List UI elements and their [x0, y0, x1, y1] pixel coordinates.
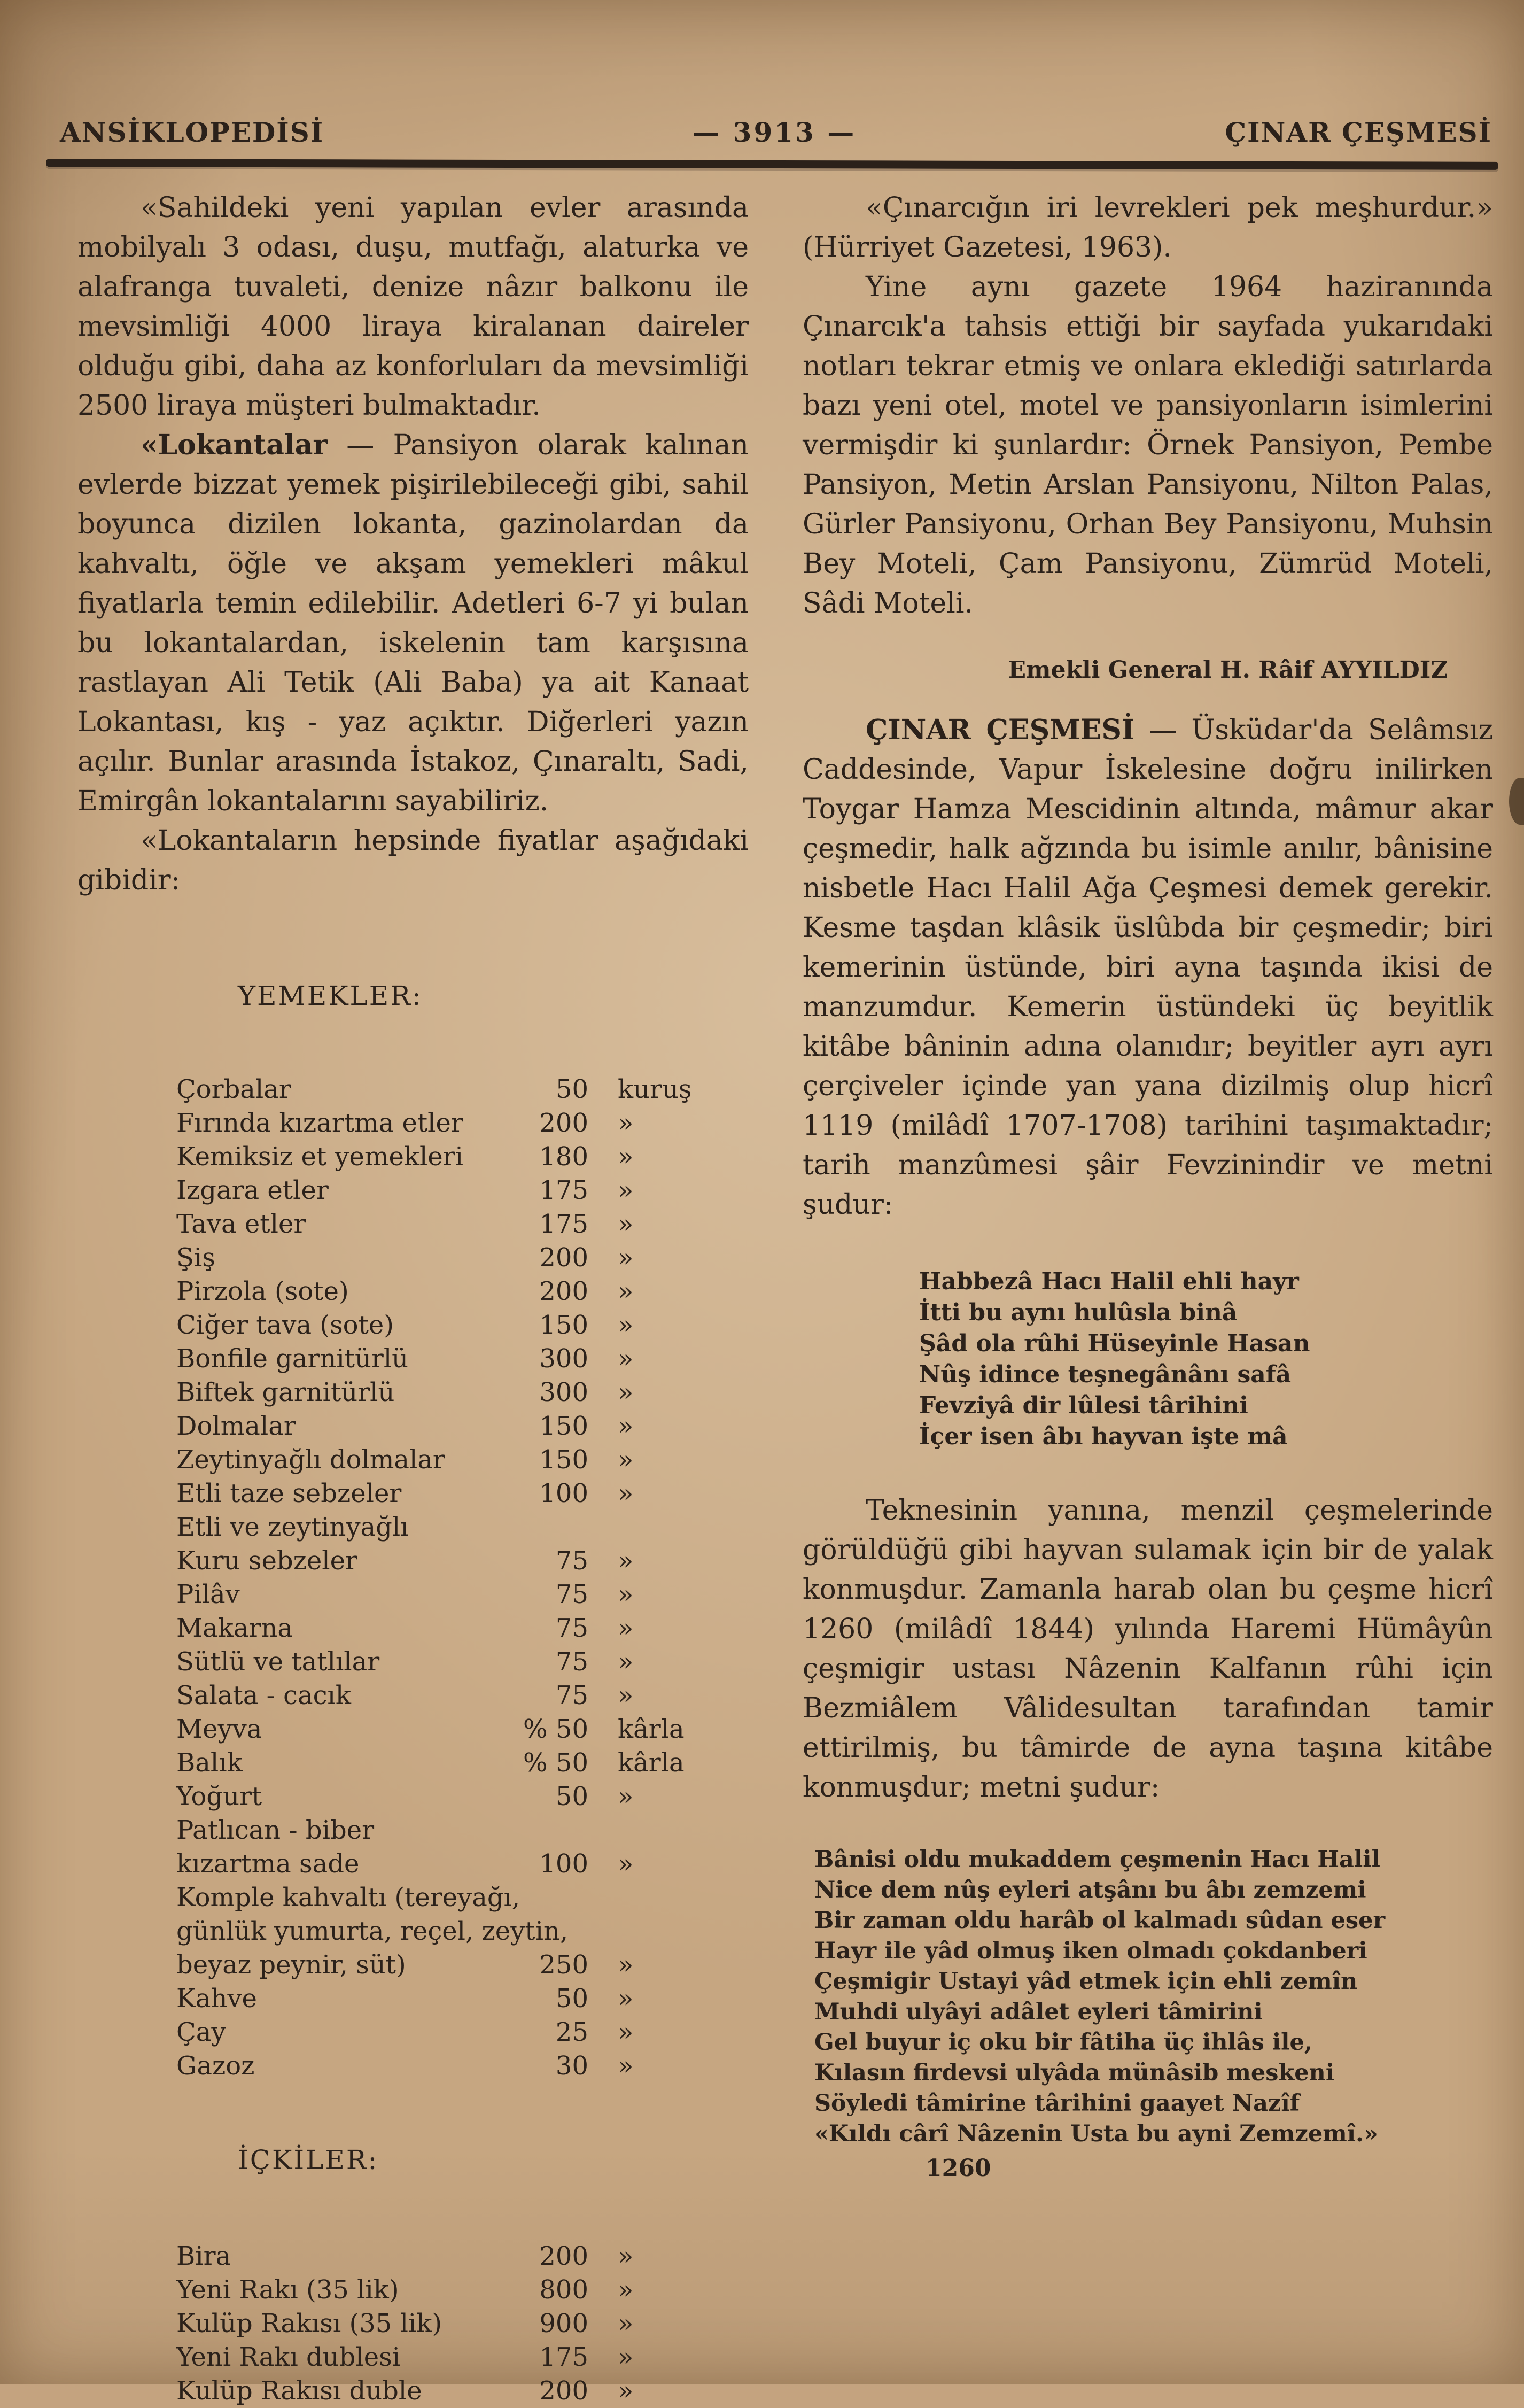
menu-item-name: Etli ve zeytinyağlı: [176, 1512, 409, 1542]
poem-line: Şâd ola rûhi Hüseyinle Hasan: [919, 1330, 1310, 1357]
menu-item-unit: »: [618, 1411, 634, 1441]
price-list-row: [77, 1207, 749, 1241]
poem-line: Kılasın firdevsi ulyâda münâsib meskeni: [814, 2059, 1335, 2086]
menu-item-name: Salata - cacık: [176, 1681, 351, 1710]
right-column: [803, 188, 1493, 2182]
menu-item-name: Kuru sebzeler: [176, 1546, 357, 1576]
menu-item-unit: »: [618, 1782, 634, 1811]
menu-item-unit: »: [618, 1579, 634, 1609]
menu-item-unit: »: [618, 1108, 634, 1138]
menu-item-price: 800: [539, 2275, 588, 2305]
menu-item-price: 150: [539, 1310, 588, 1340]
menu-item-unit: »: [618, 1175, 634, 1205]
menu-item-name: Çay: [176, 2017, 226, 2047]
menu-item-name: Yeni Rakı (35 lik): [176, 2275, 399, 2305]
menu-item-price: 200: [539, 1108, 588, 1138]
poem-line: Muhdi ulyâyi adâlet eyleri tâmirini: [814, 1999, 1263, 2025]
price-list-row: [77, 1410, 749, 1443]
poem-line: Hayr ile yâd olmuş iken olmadı çokdanberi: [814, 1938, 1367, 1964]
menu-item-unit: »: [618, 1344, 634, 1374]
menu-item-name: beyaz peynir, süt): [176, 1950, 406, 1980]
menu-item-unit: kârla: [618, 1748, 685, 1778]
menu-item-name: Pirzola (sote): [176, 1276, 349, 1306]
price-list-row: [77, 1713, 749, 1746]
menu-item-name: Balık: [176, 1748, 243, 1778]
menu-item-name: Izgara etler: [176, 1175, 329, 1205]
price-list-row: [77, 1308, 749, 1342]
menu-item-price: 900: [539, 2309, 588, 2339]
menu-item-unit: »: [618, 1276, 634, 1306]
drinks-section-heading: İÇKİLER:: [238, 2144, 379, 2175]
price-list-row: [77, 1241, 749, 1275]
price-list-row: [77, 1443, 749, 1477]
menu-item-price: 75: [555, 1546, 588, 1576]
menu-item-name: günlük yumurta, reçel, zeytin,: [176, 1916, 569, 1946]
menu-item-unit: »: [618, 1849, 634, 1879]
menu-item-name: Etli taze sebzeler: [176, 1478, 402, 1508]
poem-line: Bânisi oldu mukaddem çeşmenin Hacı Halil: [814, 1846, 1380, 1873]
menu-item-price: 300: [539, 1377, 588, 1407]
menu-item-unit: »: [618, 1647, 634, 1677]
poem-line: İtti bu aynı hulûsla binâ: [919, 1299, 1238, 1326]
left-column: [77, 188, 749, 2408]
poem-line: Söyledi tâmirine târihini gaayet Nazîf: [814, 2090, 1300, 2117]
menu-item-unit: »: [618, 1546, 634, 1576]
paragraph-lokantalar-text: — Pansiyon olarak kalınan evlerde bizzat yemek pişirilebileceği gibi, sahil boyunca dizilen lokanta, gazinolardan da kahvaltı, öğle ve akşam yemekleri mâkul fiyatlarla temin edilebilir. Adetleri 6-7 yi bulan bu lokantalardan, iskelenin tam karşısına rastlayan Ali Tetik (Ali Baba) ya ait Kanaat Lokantası, kış - yaz açıktır. Diğerleri yazın açılır. Bunlar arasında İstakoz, Çınaraltı, Sadi, Emirgân lokantalarını sayabiliriz.: [77, 429, 749, 817]
price-list-row: [77, 2273, 749, 2307]
poem-line: Nice dem nûş eyleri atşânı bu âbı zemzemi: [814, 1877, 1366, 1903]
menu-item-unit: »: [618, 1984, 634, 2014]
menu-item-price: 200: [539, 2241, 588, 2271]
menu-item-price: 180: [539, 1142, 588, 1172]
entry-title: ÇINAR ÇEŞMESİ: [866, 714, 1135, 746]
price-list-row: [77, 1847, 749, 1881]
menu-item-price: 50: [555, 1074, 588, 1104]
menu-item-name: Dolmalar: [176, 1411, 296, 1441]
page-number: — 3913 —: [693, 117, 857, 148]
price-list-row: [77, 2341, 749, 2374]
menu-item-unit: »: [618, 1377, 634, 1407]
fountain-inscription-poem: [919, 1266, 1493, 1452]
menu-item-price: 200: [539, 1243, 588, 1273]
menu-item-unit: »: [618, 2309, 634, 2339]
menu-item-unit: »: [618, 1445, 634, 1475]
menu-item-unit: »: [618, 1950, 634, 1980]
menu-item-unit: »: [618, 2376, 634, 2406]
menu-item-name: Çorbalar: [176, 1074, 291, 1104]
menu-item-unit: »: [618, 1142, 634, 1172]
entry-paragraph: [803, 710, 1493, 1225]
menu-item-price: 150: [539, 1411, 588, 1441]
paragraph-lokantalar-lead: «Lokantalar: [141, 429, 328, 461]
poem-line: Çeşmigir Ustayi yâd etmek için ehli zemîn: [814, 1968, 1358, 1995]
drinks-price-list: [77, 2240, 749, 2408]
poem-line: Habbezâ Hacı Halil ehli hayr: [919, 1268, 1299, 1295]
poem-line: Gel buyur iç oku bir fâtiha üç ihlâs ile,: [814, 2029, 1312, 2056]
price-list-row: [77, 1679, 749, 1713]
paragraph-fiyatlar: «Lokantaların hepsinde fiyatlar aşağıdaki gibidir:: [77, 825, 749, 896]
price-list-row: [77, 1746, 749, 1780]
price-list-row: [77, 2016, 749, 2049]
price-list-row: [77, 1578, 749, 1612]
menu-item-price: 250: [539, 1950, 588, 1980]
menu-item-name: Kulüp Rakısı (35 lik): [176, 2309, 442, 2339]
menu-item-price: 100: [539, 1849, 588, 1879]
menu-item-price: 75: [555, 1681, 588, 1710]
menu-item-name: kızartma sade: [176, 1849, 360, 1879]
price-list-row: [77, 1544, 749, 1578]
menu-item-unit: »: [618, 1681, 634, 1710]
price-list-row: [77, 1174, 749, 1207]
price-list-row: [77, 1342, 749, 1376]
price-list-row: [77, 2049, 749, 2083]
poem-line: Nûş idince teşnegânânı safâ: [919, 1361, 1292, 1388]
inscription-date: 1260: [926, 2155, 991, 2182]
price-list-row: [77, 1106, 749, 1140]
paragraph-gazete: Yine aynı gazete 1964 haziranında Çınarcık'a tahsis ettiği bir sayfada yukarıdaki notları tekrar etmiş ve onlara eklediği satırlarda bazı yeni otel, motel ve pansiyonların isimlerini vermişdir ki şunlardır: Örnek Pansiyon, Pembe Pansiyon, Metin Arslan Pansiyonu, Nilton Palas, Gürler Pansiyonu, Orhan Bey Pansiyonu, Muhsin Bey Moteli, Çam Pansiyonu, Zümrüd Moteli, Sâdi Moteli.: [803, 271, 1493, 620]
price-list-row: [77, 1645, 749, 1679]
entry-text: — Üsküdar'da Selâmsız Caddesinde, Vapur İskelesine doğru inilirken Toygar Hamza Mescidinin altında, mâmur akar çeşmedir, halk ağzında bu isimle anılır, bânisine nisbetle Hacı Halil Ağa Çeşmesi demek gerekir. Kesme taşdan klâsik üslûbda bir çeşmedir; biri kemerinin üstünde, biri ayna taşında ikisi de manzumdur. Kemerin üstündeki üç beyitlik kitâbe bâninin adına olanıdır; beyitler ayrı ayrı çerçiveler içinde yan yana dizilmiş olup hicrî 1119 (milâdî 1707-1708) tarihini taşımaktadır; tarih manzûmesi şâir Fevzinindir ve metni şudur:: [803, 714, 1493, 1221]
price-list-row: [77, 1915, 749, 1948]
menu-item-unit: »: [618, 1613, 634, 1643]
author-byline: Emekli General H. Râif AYYILDIZ: [1008, 656, 1448, 684]
food-section-heading: YEMEKLER:: [238, 980, 423, 1011]
paragraph-lokantalar: [77, 425, 749, 821]
menu-item-price: 75: [555, 1579, 588, 1609]
menu-item-name: Yeni Rakı dublesi: [176, 2342, 401, 2372]
menu-item-price: % 50: [523, 1714, 588, 1744]
menu-item-unit: »: [618, 2017, 634, 2047]
price-list-row: [77, 1511, 749, 1544]
price-list-row: [77, 1275, 749, 1308]
menu-item-price: 30: [555, 2051, 588, 2081]
menu-item-price: 200: [539, 2376, 588, 2406]
poem-line: İçer isen âbı hayvan işte mâ: [919, 1423, 1288, 1450]
menu-item-name: Ciğer tava (sote): [176, 1310, 394, 1340]
price-list-row: [77, 1948, 749, 1982]
food-price-list: [77, 1073, 749, 2083]
menu-item-name: Bira: [176, 2241, 231, 2271]
menu-item-name: Şiş: [176, 1243, 215, 1273]
price-list-row: [77, 2374, 749, 2408]
menu-item-unit: kârla: [618, 1714, 685, 1744]
menu-item-name: Kemiksiz et yemekleri: [176, 1142, 463, 1172]
price-list-row: [77, 1477, 749, 1511]
menu-item-price: % 50: [523, 1748, 588, 1778]
menu-item-name: Pilâv: [176, 1579, 240, 1609]
menu-item-unit: »: [618, 1478, 634, 1508]
price-list-row: [77, 2307, 749, 2341]
menu-item-name: Yoğurt: [176, 1782, 262, 1811]
menu-item-price: 150: [539, 1445, 588, 1475]
menu-item-price: 300: [539, 1344, 588, 1374]
menu-item-price: 25: [555, 2017, 588, 2047]
menu-item-price: 50: [555, 1984, 588, 2014]
menu-item-name: Fırında kızartma etler: [176, 1108, 463, 1138]
page-header: [60, 117, 1492, 148]
menu-item-price: 50: [555, 1782, 588, 1811]
menu-item-name: Patlıcan - biber: [176, 1815, 375, 1845]
menu-item-name: Bonfile garnitürlü: [176, 1344, 409, 1374]
price-list-row: [77, 1881, 749, 1915]
poem-line: Bir zaman oldu harâb ol kalmadı sûdan eser: [814, 1907, 1386, 1934]
menu-item-price: 75: [555, 1647, 588, 1677]
menu-item-price: 175: [539, 1175, 588, 1205]
menu-item-name: Meyva: [176, 1714, 262, 1744]
menu-item-name: Makarna: [176, 1613, 293, 1643]
journal-title: ANSİKLOPEDİSİ: [60, 117, 324, 148]
repair-inscription-poem: [814, 1845, 1493, 2149]
poem-line: Fevziyâ dir lûlesi târihini: [919, 1392, 1248, 1419]
menu-item-name: Kahve: [176, 1984, 257, 2014]
menu-item-unit: »: [618, 2241, 634, 2271]
menu-item-price: 100: [539, 1478, 588, 1508]
paragraph-cinarcik-quote: «Çınarcığın iri levrekleri pek meşhurdur.» (Hürriyet Gazetesi, 1963).: [803, 192, 1493, 264]
paragraph-teknesi: Teknesinin yanına, menzil çeşmelerinde görüldüğü gibi hayvan sulamak için bir de yalak konmuşdur. Zamanla harab olan bu çeşme hicrî 1260 (milâdî 1844) yılında Haremi Hümâyûn çeşmigir ustası Nâzenin Kalfanın rûhi için Bezmiâlem Vâlidesultan tarafından tamir ettirilmiş, bu tâmirde de ayna taşına kitâbe konmuşdur; metni şudur:: [803, 1495, 1493, 1803]
price-list-row: [77, 1982, 749, 2016]
menu-item-name: Biftek garnitürlü: [176, 1377, 395, 1407]
paragraph-sahildeki: «Sahildeki yeni yapılan evler arasında mobilyalı 3 odası, duşu, mutfağı, alaturka ve alafranga tuvaleti, denize nâzır balkonu ile mevsimliği 4000 liraya kiralanan daireler olduğu gibi, daha az konforluları da mevsimliği 2500 liraya müşteri bulmaktadır.: [77, 192, 749, 422]
price-list-row: [77, 1073, 749, 1106]
menu-item-unit: kuruş: [618, 1074, 692, 1104]
price-list-row: [77, 1376, 749, 1410]
price-list-row: [77, 1612, 749, 1645]
menu-item-unit: »: [618, 1209, 634, 1239]
menu-item-name: Sütlü ve tatlılar: [176, 1647, 380, 1677]
menu-item-price: 200: [539, 1276, 588, 1306]
menu-item-name: Gazoz: [176, 2051, 255, 2081]
menu-item-price: 175: [539, 1209, 588, 1239]
menu-item-unit: »: [618, 2342, 634, 2372]
menu-item-name: Komple kahvaltı (tereyağı,: [176, 1883, 520, 1913]
menu-item-price: 175: [539, 2342, 588, 2372]
menu-item-price: 75: [555, 1613, 588, 1643]
price-list-row: [77, 1814, 749, 1847]
menu-item-name: Tava etler: [176, 1209, 306, 1239]
price-list-row: [77, 1780, 749, 1814]
entry-name-running-head: ÇINAR ÇEŞMESİ: [1225, 117, 1492, 148]
menu-item-name: Zeytinyağlı dolmalar: [176, 1445, 445, 1475]
menu-item-unit: »: [618, 1310, 634, 1340]
menu-item-name: Kulüp Rakısı duble: [176, 2376, 422, 2406]
poem-line: «Kıldı cârî Nâzenin Usta bu ayni Zemzemî.»: [814, 2120, 1378, 2147]
price-list-row: [77, 2240, 749, 2273]
price-list-row: [77, 1140, 749, 1174]
menu-item-unit: »: [618, 1243, 634, 1273]
menu-item-unit: »: [618, 2051, 634, 2081]
menu-item-unit: »: [618, 2275, 634, 2305]
